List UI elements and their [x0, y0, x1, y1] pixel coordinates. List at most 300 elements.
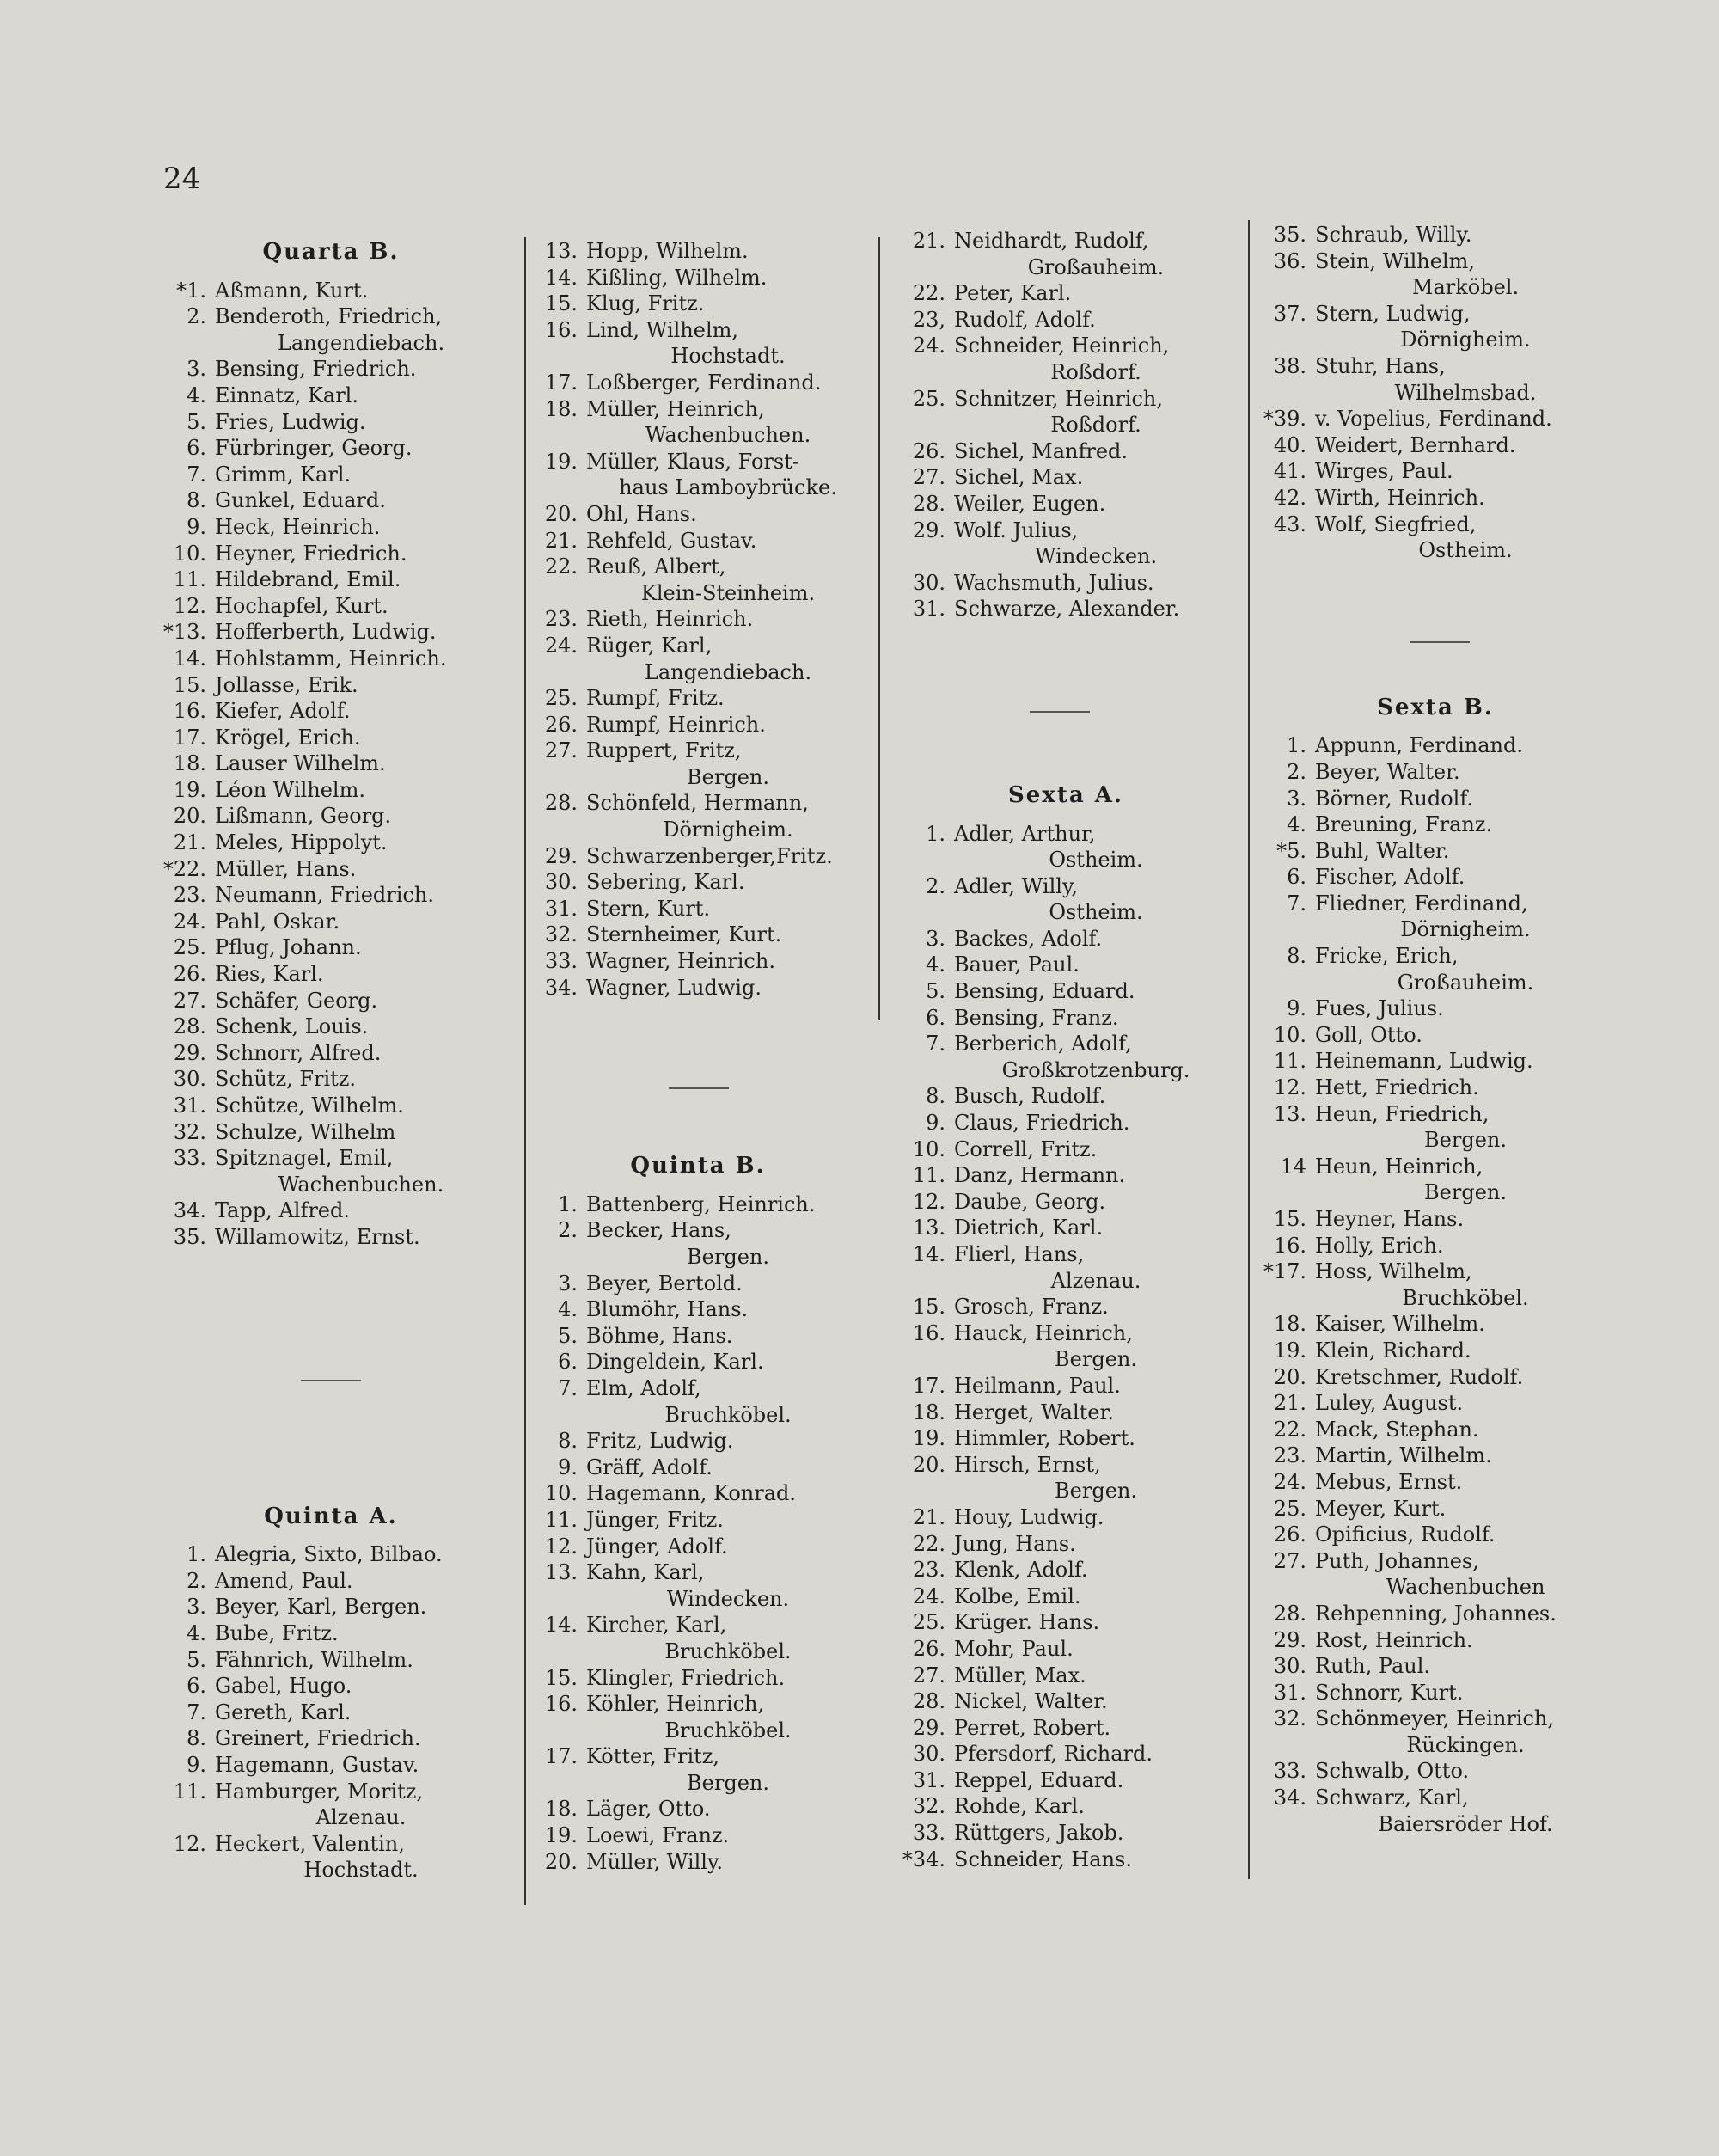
entry-name: Alegria, Sixto, Bilbao. — [215, 1542, 443, 1567]
entry-number: 41. — [1273, 459, 1306, 484]
list-item — [526, 370, 870, 396]
entry-number: 26. — [912, 438, 945, 463]
list-item — [894, 1793, 1238, 1820]
entry-name: Börner, Rudolf. — [1315, 786, 1473, 811]
entry-number: 1. — [558, 1191, 578, 1216]
list-item — [1255, 759, 1616, 786]
entry-name: Holly, Erich. — [1315, 1233, 1444, 1258]
entry-number: 18. — [912, 1400, 945, 1424]
entry-name: Ruppert, Fritz, — [586, 738, 742, 763]
list-item — [894, 386, 1238, 438]
entry-number: 11. — [173, 1779, 206, 1804]
entry-name: Kötter, Fritz, — [586, 1744, 720, 1769]
list-item — [894, 1294, 1238, 1320]
section-divider — [1410, 641, 1470, 643]
list-item — [155, 1831, 507, 1883]
entry-number: 22. — [544, 554, 578, 579]
entry-name: Fues, Julius. — [1315, 996, 1444, 1021]
list-item — [155, 619, 507, 646]
entry-number: 11. — [912, 1163, 945, 1188]
entry-name: Hagemann, Gustav. — [215, 1752, 419, 1777]
list-item — [894, 1504, 1238, 1531]
entry-number: *39. — [1263, 407, 1306, 432]
list-item — [894, 570, 1238, 597]
entry-name: Dietrich, Karl. — [954, 1216, 1104, 1240]
list-item — [526, 1375, 870, 1428]
list-item — [1255, 1442, 1616, 1469]
entry-place: Bergen. — [1055, 1347, 1137, 1372]
entry-name: Neumann, Friedrich. — [215, 883, 434, 908]
entry-name: Rost, Heinrich. — [1315, 1627, 1473, 1652]
entry-name: Schönmeyer, Heinrich, — [1315, 1706, 1555, 1731]
list-item — [1255, 1311, 1616, 1338]
column-2 — [526, 238, 870, 1882]
list-item — [1255, 864, 1616, 891]
entry-name: Benderoth, Friedrich, — [215, 304, 443, 329]
list-item — [155, 1541, 507, 1568]
entry-number: 23. — [544, 607, 578, 632]
entry-place: Dörnigheim. — [1400, 917, 1531, 942]
entry-name: Backes, Adolf. — [954, 926, 1103, 951]
entry-place: Ostheim. — [1049, 848, 1143, 873]
entry-number: 4. — [558, 1297, 578, 1322]
entry-name: Hauck, Heinrich, — [954, 1320, 1133, 1345]
entry-name: Heyner, Friedrich. — [215, 541, 407, 566]
entry-place: Ostheim. — [1049, 900, 1143, 925]
section-title: Quinta B. — [630, 1153, 766, 1179]
list-item — [1255, 1522, 1616, 1548]
list-item — [155, 487, 507, 514]
entry-name: Rudolf, Adolf. — [954, 307, 1096, 332]
list-item — [526, 1428, 870, 1455]
list-item — [894, 952, 1238, 978]
entry-place: Klein-Steinheim. — [640, 580, 816, 605]
entry-number: 13. — [544, 1560, 578, 1585]
list-item — [1255, 1758, 1616, 1785]
entry-name: Jollasse, Erik. — [215, 672, 358, 697]
entry-place: Roßdorf. — [1050, 413, 1141, 438]
entry-name: Klug, Fritz. — [586, 291, 705, 316]
list-item — [1255, 1075, 1616, 1101]
list-item — [1255, 1548, 1616, 1601]
list-item — [155, 1725, 507, 1752]
list-item — [894, 1767, 1238, 1794]
list-item — [894, 1320, 1238, 1373]
entry-number: 4. — [187, 383, 206, 407]
list-item — [155, 593, 507, 620]
entry-name: Rohde, Karl. — [954, 1794, 1085, 1819]
entry-number: 10. — [1273, 1022, 1306, 1047]
entry-number: 42. — [1273, 485, 1306, 510]
list-item — [1255, 1154, 1616, 1206]
entry-list — [155, 278, 507, 1251]
entry-name: Tapp, Alfred. — [215, 1198, 350, 1223]
entry-name: Gunkel, Eduard. — [215, 488, 386, 513]
entry-place: Alzenau. — [1050, 1268, 1141, 1293]
entry-number: 31. — [912, 597, 945, 622]
list-item — [1255, 1496, 1616, 1522]
list-item — [526, 1559, 870, 1612]
entry-name: Schütz, Fritz. — [215, 1067, 357, 1092]
entry-place: Wachenbuchen. — [278, 1172, 444, 1197]
entry-name: Hochapfel, Kurt. — [215, 593, 388, 618]
entry-number: 19. — [173, 777, 206, 802]
entry-name: Meles, Hippolyt. — [215, 830, 388, 855]
entry-name: Bensing, Franz. — [954, 1005, 1119, 1030]
entry-number: *5. — [1276, 838, 1306, 863]
entry-name: Beyer, Karl, Bergen. — [215, 1595, 427, 1620]
entry-name: Müller, Klaus, Forst- — [586, 449, 799, 474]
entry-number: 9. — [187, 1752, 206, 1777]
entry-place: Bergen. — [1424, 1180, 1507, 1205]
list-item — [155, 1014, 507, 1040]
entry-name: Becker, Hans, — [586, 1218, 731, 1243]
entry-list — [526, 1191, 870, 1875]
list-item — [894, 1373, 1238, 1400]
entry-number: 21. — [544, 528, 578, 553]
list-item — [155, 934, 507, 961]
entry-name: Breuning, Franz. — [1315, 812, 1493, 837]
entry-number: 3. — [187, 1595, 206, 1620]
entry-name: Sichel, Max. — [954, 465, 1084, 490]
column-rule — [878, 237, 880, 1020]
entry-number: 30. — [1273, 1654, 1306, 1679]
entry-number: 25. — [912, 1610, 945, 1635]
list-item — [526, 1480, 870, 1507]
entry-name: Hofferberth, Ludwig. — [215, 620, 437, 645]
list-item — [1255, 1706, 1616, 1758]
entry-name: Beyer, Bertold. — [586, 1271, 743, 1295]
entry-name: Houy, Ludwig. — [954, 1504, 1104, 1529]
entry-number: 7. — [926, 1032, 945, 1057]
entry-number: 27. — [1273, 1548, 1306, 1573]
entry-number: 12. — [173, 1831, 206, 1856]
entry-name: Hoss, Wilhelm, — [1315, 1259, 1472, 1284]
entry-name: Schraub, Willy. — [1315, 223, 1472, 247]
entry-name: Adler, Willy, — [954, 873, 1078, 898]
entry-name: Spitznagel, Emil, — [215, 1146, 394, 1171]
list-item — [155, 567, 507, 593]
list-item — [1255, 1390, 1616, 1417]
entry-number: 34. — [173, 1198, 206, 1223]
list-item — [894, 1189, 1238, 1216]
entry-place: Bergen. — [687, 764, 769, 789]
list-item — [526, 896, 870, 922]
entry-name: Nickel, Walter. — [954, 1689, 1108, 1714]
list-item — [155, 803, 507, 830]
section-title: Sexta B. — [1377, 694, 1494, 720]
section-quinta-a — [155, 1504, 507, 1883]
entry-place: Großauheim. — [1397, 970, 1534, 995]
list-item — [526, 396, 870, 449]
entry-number: 26. — [1273, 1522, 1306, 1547]
entry-name: Hamburger, Moritz, — [215, 1779, 424, 1804]
list-item — [894, 1162, 1238, 1189]
entry-place: Wilhelmsbad. — [1394, 380, 1537, 405]
entry-name: Himmler, Robert. — [954, 1426, 1135, 1451]
entry-number: 21. — [1273, 1391, 1306, 1416]
entry-number: 19. — [912, 1426, 945, 1451]
entry-number: 28. — [544, 791, 578, 816]
entry-number: 32. — [1273, 1706, 1306, 1731]
section-divider — [301, 1380, 361, 1381]
list-item — [894, 873, 1238, 926]
entry-name: Hopp, Wilhelm. — [586, 239, 749, 263]
list-item — [155, 1700, 507, 1726]
entry-number: 22. — [912, 281, 945, 306]
list-item — [1255, 1364, 1616, 1391]
list-item — [894, 978, 1238, 1005]
list-item — [526, 449, 870, 501]
entry-name: Busch, Rudolf. — [954, 1084, 1106, 1109]
entry-name: Claus, Friedrich. — [954, 1111, 1130, 1136]
entry-name: Klein, Richard. — [1315, 1338, 1471, 1363]
entry-name: Schnitzer, Heinrich, — [954, 386, 1163, 411]
entry-number: 5. — [187, 409, 206, 434]
list-item — [155, 698, 507, 725]
entry-name: Einnatz, Karl. — [215, 383, 358, 407]
list-item — [1255, 1206, 1616, 1233]
entry-number: 33. — [1273, 1759, 1306, 1784]
entry-number: 11. — [1273, 1049, 1306, 1074]
entry-place: Baiersröder Hof. — [1378, 1811, 1553, 1836]
list-item — [894, 438, 1238, 465]
section-title: Sexta A. — [1008, 781, 1123, 808]
list-item — [1255, 511, 1616, 564]
entry-number: 14. — [544, 1613, 578, 1638]
entry-number: 12. — [544, 1534, 578, 1559]
entry-number: 23. — [912, 1558, 945, 1583]
entry-place: Bergen. — [1424, 1128, 1507, 1153]
entry-name: Greinert, Friedrich. — [215, 1726, 421, 1751]
entry-name: Loßberger, Ferdinand. — [586, 370, 822, 395]
entry-name: Krüger. Hans. — [954, 1610, 1100, 1635]
entry-number: 11. — [173, 567, 206, 592]
entry-name: Rüger, Karl, — [586, 633, 713, 658]
entry-number: 40. — [1273, 432, 1306, 457]
list-item — [526, 1217, 870, 1270]
list-item — [155, 383, 507, 409]
entry-number: 25. — [1273, 1496, 1306, 1521]
list-item — [1255, 353, 1616, 406]
entry-name: Opificius, Rudolf. — [1315, 1522, 1496, 1547]
entry-name: Schnorr, Alfred. — [215, 1040, 382, 1065]
entry-place: Langendiebach. — [277, 330, 445, 355]
entry-name: Wirges, Paul. — [1315, 459, 1453, 484]
entry-number: 17. — [544, 370, 578, 395]
list-item — [526, 317, 870, 370]
list-item — [155, 1093, 507, 1119]
entry-name: Jünger, Fritz. — [586, 1507, 724, 1532]
entry-place: Wachenbuchen. — [645, 423, 811, 448]
list-item — [155, 830, 507, 856]
entry-name: Stuhr, Hans, — [1315, 353, 1446, 378]
entry-number: 27. — [544, 738, 578, 763]
entry-name: Klingler, Friedrich. — [586, 1665, 786, 1690]
entry-number: 17. — [544, 1744, 578, 1769]
entry-name: Peter, Karl. — [954, 281, 1072, 306]
list-item — [526, 238, 870, 265]
list-item — [526, 922, 870, 948]
entry-name: Heun, Heinrich, — [1315, 1154, 1483, 1179]
entry-name: Sebering, Karl. — [586, 870, 745, 895]
section-sexta-a — [894, 782, 1238, 1872]
entry-number: 43. — [1273, 511, 1306, 536]
list-item — [1255, 1653, 1616, 1680]
entry-number: 30. — [912, 1742, 945, 1767]
entry-name: Hildebrand, Emil. — [215, 567, 401, 592]
entry-name: Müller, Max. — [954, 1663, 1086, 1687]
entry-number: 30. — [912, 570, 945, 595]
entry-name: Schwarz, Karl, — [1315, 1785, 1469, 1810]
entry-number: 15. — [1273, 1207, 1306, 1231]
list-item — [1255, 1338, 1616, 1364]
entry-number: 7. — [187, 462, 206, 487]
list-item — [155, 1620, 507, 1647]
entry-number: 31. — [544, 896, 578, 921]
entry-place: Hochstadt. — [303, 1858, 419, 1883]
entry-name: Ruth, Paul. — [1315, 1654, 1431, 1679]
entry-number: 37. — [1273, 301, 1306, 326]
list-item — [155, 1568, 507, 1595]
list-item — [526, 1191, 870, 1218]
entry-number: 28. — [912, 1689, 945, 1714]
entry-number: 8. — [1287, 944, 1306, 969]
entry-number: 1. — [1287, 733, 1306, 758]
entry-place: Dörnigheim. — [663, 818, 793, 842]
entry-number: 26. — [173, 962, 206, 987]
entry-number: 21. — [173, 830, 206, 855]
list-item — [894, 1688, 1238, 1715]
entry-list — [894, 821, 1238, 1873]
entry-name: Goll, Otto. — [1315, 1022, 1422, 1047]
list-item — [1255, 1680, 1616, 1706]
list-item — [526, 1455, 870, 1481]
entry-number: 31. — [173, 1093, 206, 1118]
entry-number: 8. — [926, 1084, 945, 1109]
list-item — [1255, 222, 1616, 248]
entry-number: 32. — [544, 922, 578, 947]
entry-number: 24. — [173, 909, 206, 934]
entry-name: Buhl, Walter. — [1315, 838, 1450, 863]
list-item — [526, 606, 870, 633]
entry-number: 5. — [187, 1647, 206, 1672]
section-title: Quarta B. — [262, 239, 400, 265]
list-item — [894, 333, 1238, 385]
entry-name: Flierl, Hans, — [954, 1242, 1085, 1266]
list-item — [1255, 1022, 1616, 1049]
entry-number: 2. — [926, 873, 945, 898]
entry-name: Wolf, Siegfried, — [1315, 511, 1477, 536]
list-item — [894, 1715, 1238, 1742]
entry-name: Luley, August. — [1315, 1391, 1464, 1416]
entry-list — [526, 238, 870, 1001]
entry-name: Battenberg, Heinrich. — [586, 1191, 816, 1216]
entry-number: 5. — [558, 1323, 578, 1348]
entry-name: Schütze, Wilhelm. — [215, 1093, 404, 1118]
list-item — [526, 1691, 870, 1743]
section-quarta-b — [155, 239, 507, 1251]
section-title: Quinta A. — [264, 1503, 398, 1529]
list-item — [155, 1197, 507, 1224]
section-quinta-b — [526, 1153, 870, 1875]
list-item — [526, 843, 870, 870]
entry-number: 2. — [187, 1568, 206, 1593]
entry-number: 5. — [926, 979, 945, 1004]
list-item — [526, 1849, 870, 1876]
list-item — [1255, 812, 1616, 838]
entry-number: 20. — [544, 1849, 578, 1874]
entry-list — [1255, 732, 1616, 1837]
entry-name: Correll, Fritz. — [954, 1136, 1098, 1161]
entry-number: 36. — [1273, 248, 1306, 273]
entry-name: Adler, Arthur, — [954, 821, 1096, 846]
entry-name: Schwalb, Otto. — [1315, 1759, 1470, 1784]
entry-name: Berberich, Adolf, — [954, 1032, 1132, 1057]
entry-name: Kaiser, Wilhelm. — [1315, 1312, 1485, 1337]
entry-number: 17. — [173, 725, 206, 750]
list-item — [155, 672, 507, 699]
entry-number: 9. — [926, 1111, 945, 1136]
entry-number: 24. — [1273, 1469, 1306, 1494]
entry-number: 4. — [187, 1620, 206, 1645]
entry-number: 31. — [1273, 1680, 1306, 1705]
list-item — [894, 1741, 1238, 1767]
list-item — [155, 725, 507, 751]
entry-number: 27. — [912, 465, 945, 490]
list-item — [894, 821, 1238, 873]
entry-number: 35. — [1273, 223, 1306, 247]
entry-name: Ries, Karl. — [215, 962, 324, 987]
entry-number: 29. — [1273, 1627, 1306, 1652]
entry-name: Fliedner, Ferdinand, — [1315, 891, 1528, 916]
entry-name: Schenk, Louis. — [215, 1014, 369, 1039]
list-item — [1255, 301, 1616, 353]
entry-name: Fürbringer, Georg. — [215, 436, 413, 461]
entry-number: 2. — [187, 304, 206, 329]
entry-name: Stern, Ludwig, — [1315, 301, 1471, 326]
entry-number: 30. — [173, 1067, 206, 1092]
entry-number: 26. — [544, 712, 578, 737]
entry-number: 28. — [173, 1014, 206, 1039]
list-item — [894, 228, 1238, 280]
entry-number: 20. — [173, 804, 206, 829]
entry-number: 20. — [912, 1452, 945, 1477]
entry-name: Schneider, Heinrich, — [954, 334, 1170, 358]
entry-place: Ostheim. — [1418, 538, 1513, 563]
entry-number: 34. — [1273, 1785, 1306, 1810]
list-item — [155, 1779, 507, 1831]
list-item — [1255, 458, 1616, 485]
column-1 — [155, 239, 507, 1890]
entry-number: 6. — [558, 1350, 578, 1375]
list-item — [526, 291, 870, 317]
entry-name: Kircher, Karl, — [586, 1613, 727, 1638]
entry-name: Fries, Ludwig. — [215, 409, 366, 434]
entry-number: 38. — [1273, 353, 1306, 378]
list-item — [155, 1040, 507, 1067]
entry-number: 31. — [912, 1767, 945, 1792]
list-item — [894, 1425, 1238, 1452]
list-item — [155, 777, 507, 804]
entry-number: 32. — [912, 1794, 945, 1819]
list-item — [526, 869, 870, 896]
list-item — [894, 1215, 1238, 1241]
entry-place: Bruchköbel. — [664, 1402, 792, 1427]
entry-place: Bruchköbel. — [1402, 1285, 1529, 1310]
entry-number: 24. — [544, 633, 578, 658]
list-item — [1255, 248, 1616, 301]
